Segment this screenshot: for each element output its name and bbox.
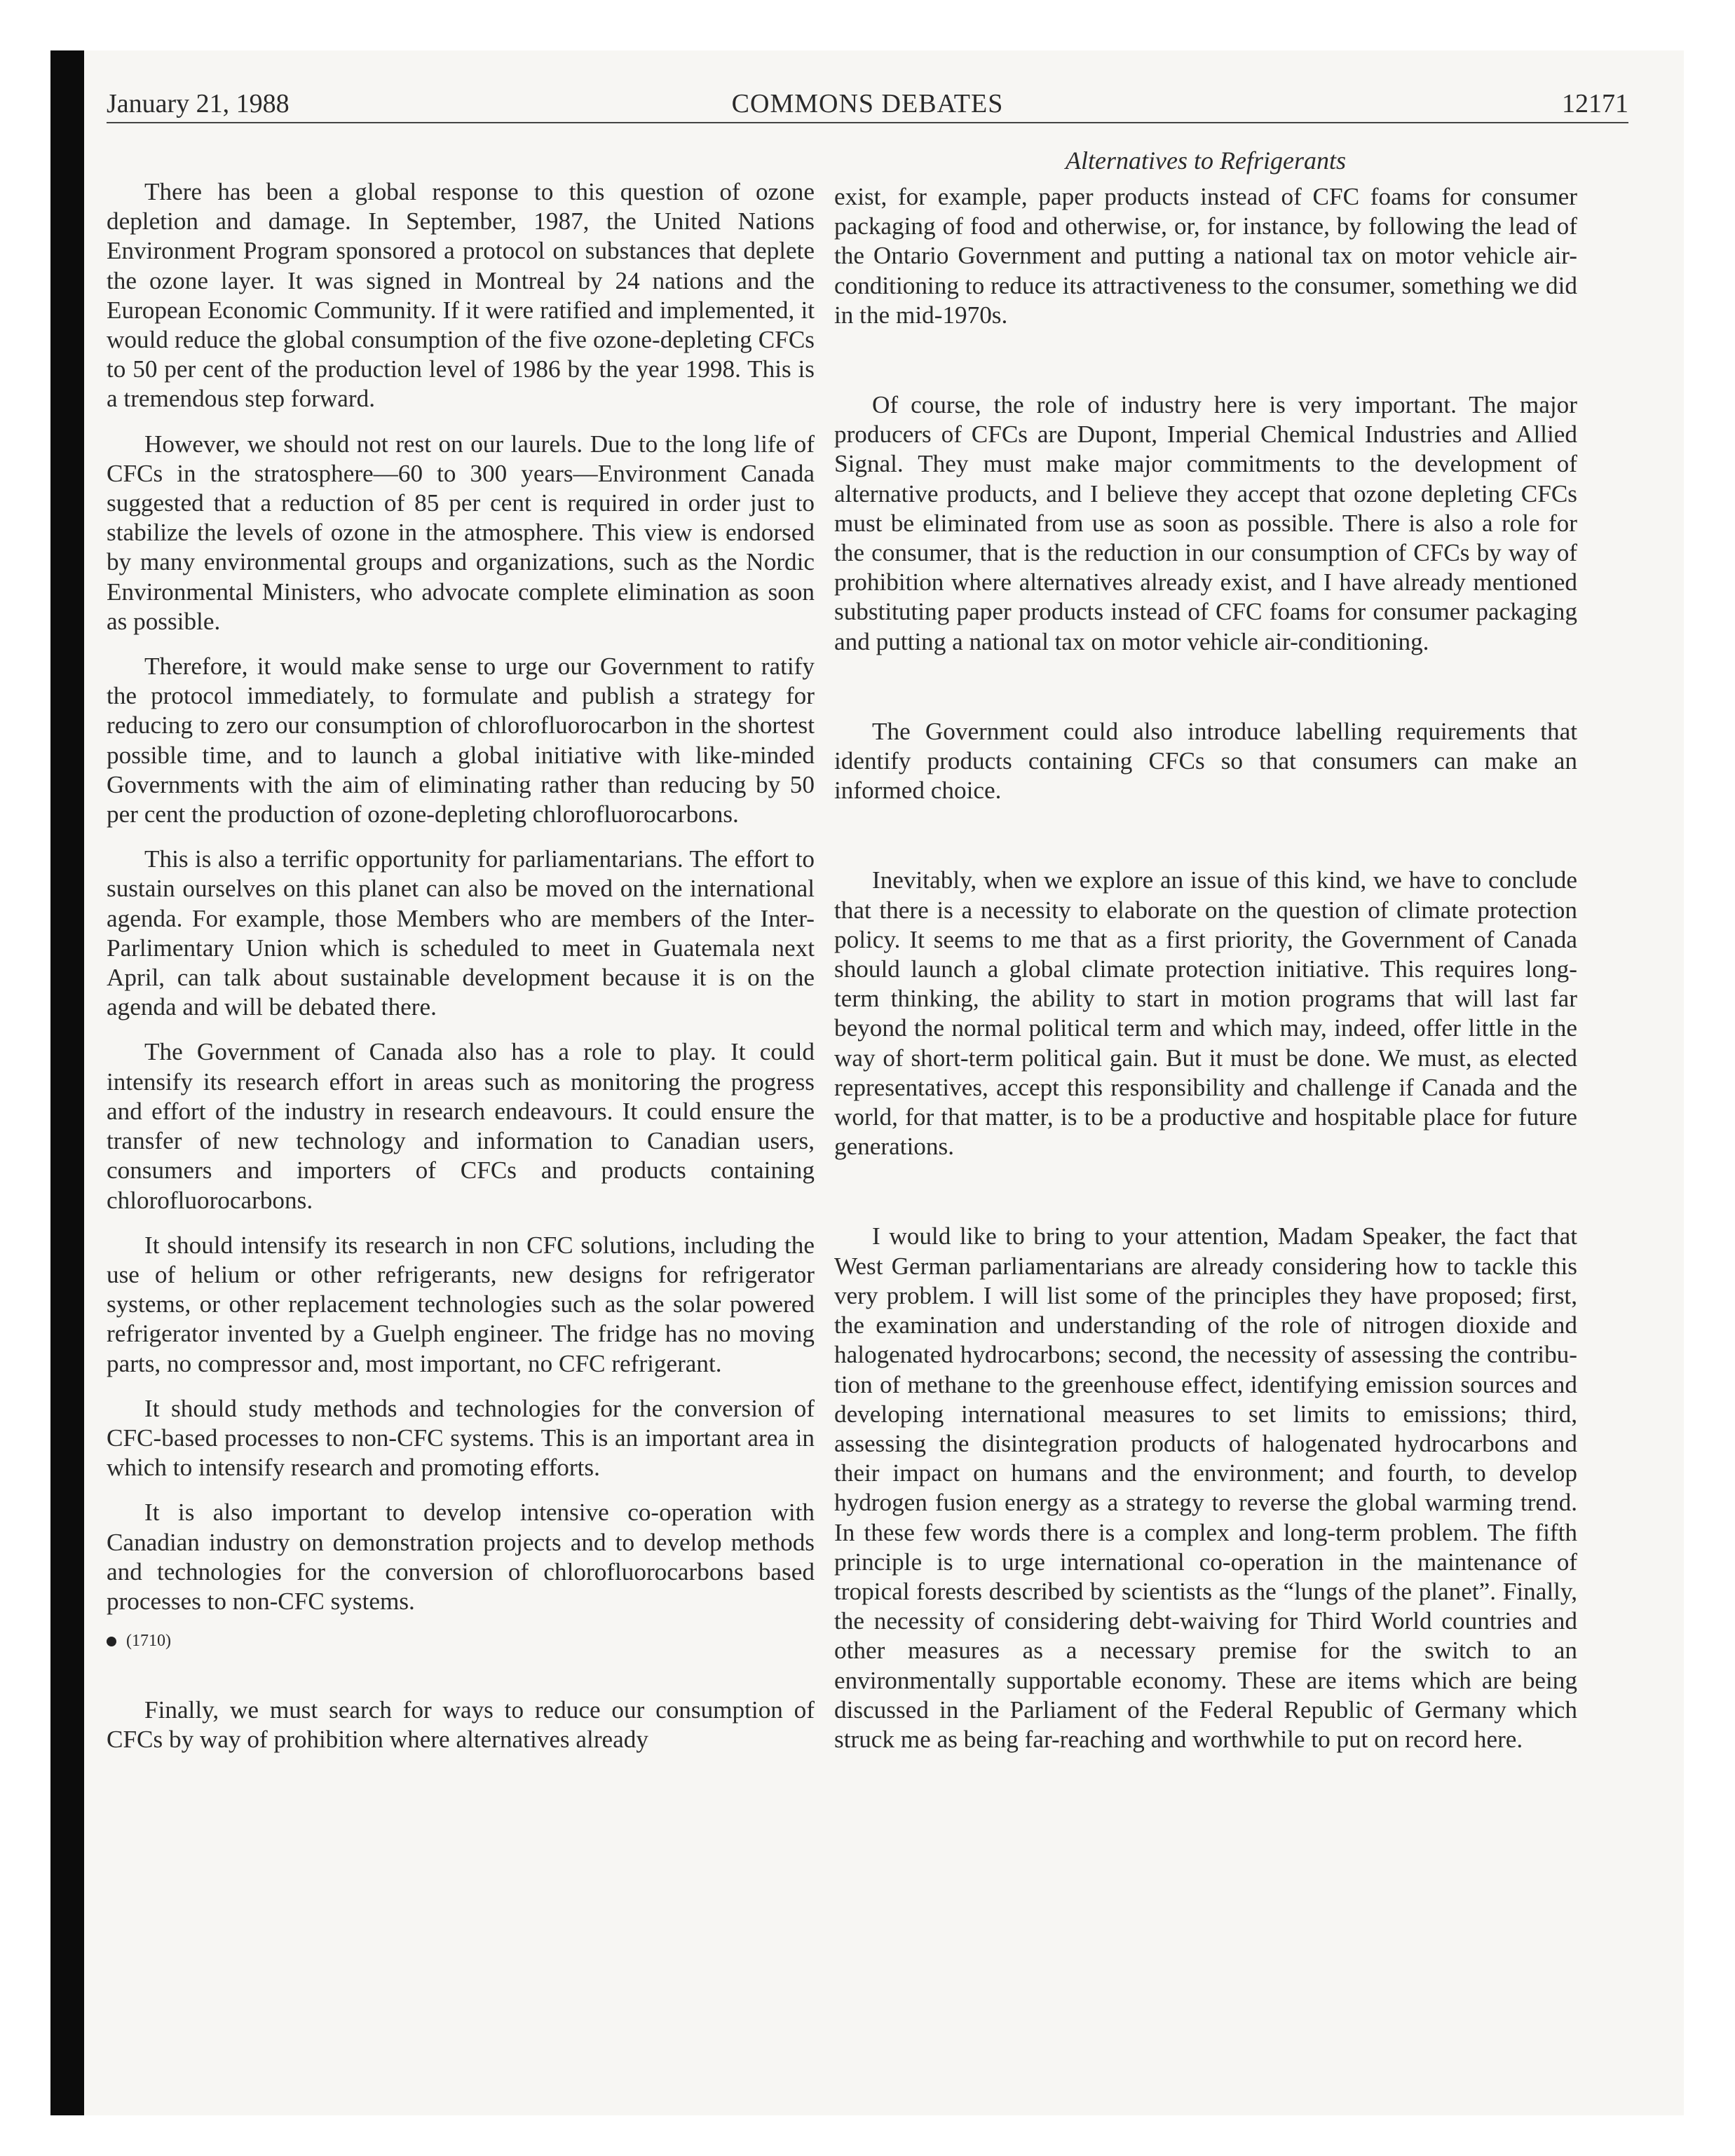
paragraph: This is also a terrific opportunity for parliamentarians. The effort to sustain ourselves on this planet can also be moved on the international agenda. For example, those Members who are members of the Inter-Parlimentary Union which is scheduled to meet in Guatemala next April, can talk about sustainable development because it is on the agenda and will be debated there. [107, 845, 815, 1021]
section-subtitle: Alternatives to Refrigerants [1066, 146, 1346, 175]
bullet-icon [107, 1637, 116, 1646]
paragraph: Inevitably, when we explore an issue of this kind, we have to conclude that there is a necessity to elaborate on the question of climate protection policy. It seems to me that as a first priority, the Government of Canada should launch a global climate protection initiative. This requires long-term thinking, the ability to start in motion programs that will last far beyond the normal political term and which may, indeed, offer little in the way of short-term political gain. But it must be done. We must, as elected representatives, accept this responsibility and challenge if Canada and the world, for that matter, is to be a productive and hospitable place for future generations. [834, 866, 1577, 1161]
page-number: 12171 [1562, 89, 1628, 118]
paragraph: I would like to bring to your attention, Madam Speaker, the fact that West German parliamentarians are already considering how to tackle this very problem. I will list some of the principles they have proposed; first, the examination and understanding of the role of nitrogen dioxide and halogenated hydrocarbons; second, the necessity of assessing the contribution of methane to the greenhouse effect, identifying emission sources and developing international measures to set limits to emissions; third, assessing the disintegration products of halogenated hydrocarbons and their impact on humans and the environment; and fourth, to develop hydrogen fusion energy as a strategy to reverse the global warming trend. In these few words there is a complex and long-term problem. The fifth principle is to urge international co-operation in the maintenance of tropical forests described by scientists as the “lungs of the planet”. Finally, the necessity of considering debt-waiving for Third World countries and other measures as a necessary premise for the switch to an environmentally supportable economy. These are items which are being discussed in the Parliament of the Federal Republic of Germany which struck me as being far-reaching and worthwhile to put on record here. [834, 1222, 1577, 1753]
left-column [107, 177, 815, 1770]
paragraph: The Government could also introduce labelling requirements that identify products containing CFCs so that consumers can make an informed choice. [834, 717, 1577, 805]
time-marker-label: (1710) [126, 1632, 171, 1651]
header-date: January 21, 1988 [107, 89, 290, 118]
paragraph: Finally, we must search for ways to reduce our consumption of CFCs by way of prohibition where alternatives already [107, 1696, 815, 1754]
scan-border [50, 50, 84, 2115]
paragraph: There has been a global response to this question of ozone depletion and damage. In September, 1987, the United Nations Environment Program sponsored a protocol on substances that deplete the ozone layer. It was signed in Montreal by 24 nations and the European Economic Community. If it were ratified and implemented, it would reduce the global consumption of the five ozone-depleting CFCs to 50 per cent of the production level of 1986 by the year 1998. This is a tremendous step forward. [107, 178, 815, 413]
header-title: COMMONS DEBATES [731, 89, 1004, 118]
paragraph: The Government of Canada also has a role to play. It could intensify its research effort in areas such as monitoring the progress and effort of the industry in research endeavours. It could ensure the transfer of new technology and information to Canadian users, consumers and importers of CFCs and products containing chlorofluorocarbons. [107, 1038, 815, 1214]
paragraph: It is also important to develop intensive co-operation with Canadian industry on demonstration projects and to develop methods and technologies for the conversion of chlorofluorocarbons based processes to non-CFC systems. [107, 1499, 815, 1615]
paragraph: It should intensify its research in non CFC solutions, including the use of helium or other refrigerants, new designs for refrigerator systems, or other replacement technologies such as the solar powered refrigerator invented by a Guelph engineer. The fridge has no moving parts, no compressor and, most important, no CFC refrigerant. [107, 1231, 815, 1377]
paragraph: Therefore, it would make sense to urge our Government to ratify the protocol immediately, to formulate and publish a strategy for reducing to zero our consumption of chlorofluorocarbon in the shortest possible time, and to launch a global initiative with like-minded Governments with the aim of eliminating rather than reducing by 50 per cent the production of ozone-depleting chlorofluorocarbons. [107, 653, 815, 828]
paragraph: exist, for example, paper products instead of CFC foams for consumer packaging of food and otherwise, or, for instance, by following the lead of the Ontario Government and putting a national tax on motor vehicle air-conditioning to reduce its attractiveness to the consumer, something we did in the mid-1970s. [834, 183, 1577, 329]
paragraph: Of course, the role of industry here is very important. The major producers of CFCs are Dupont, Imperial Chemical Industries and Allied Signal. They must make major commitments to the development of alternative products, and I believe they accept that ozone depleting CFCs must be eliminated from use as soon as possible. There is also a role for the consumer, that is the reduction in our consumption of CFCs by way of prohibition where alternatives already exist, and I have already mentioned substituting paper products instead of CFC foams for consumer packaging and putting a national tax on motor vehicle air-conditioning. [834, 391, 1577, 655]
page-header [107, 86, 1628, 123]
time-marker [107, 1632, 815, 1651]
right-column [834, 146, 1577, 1770]
paragraph: However, we should not rest on our laurels. Due to the long life of CFCs in the stratosphere—60 to 300 years—Environment Canada suggested that a reduction of 85 per cent is required in order just to stabilize the levels of ozone in the atmosphere. This view is endorsed by many environmental groups and organizations, such as the Nordic Environmental Ministers, who advocate complete elimination as soon as possible. [107, 430, 815, 635]
paragraph: It should study methods and technologies for the conversion of CFC-based processes to non-CFC systems. This is an important area in which to intensify research and promoting efforts. [107, 1394, 815, 1482]
